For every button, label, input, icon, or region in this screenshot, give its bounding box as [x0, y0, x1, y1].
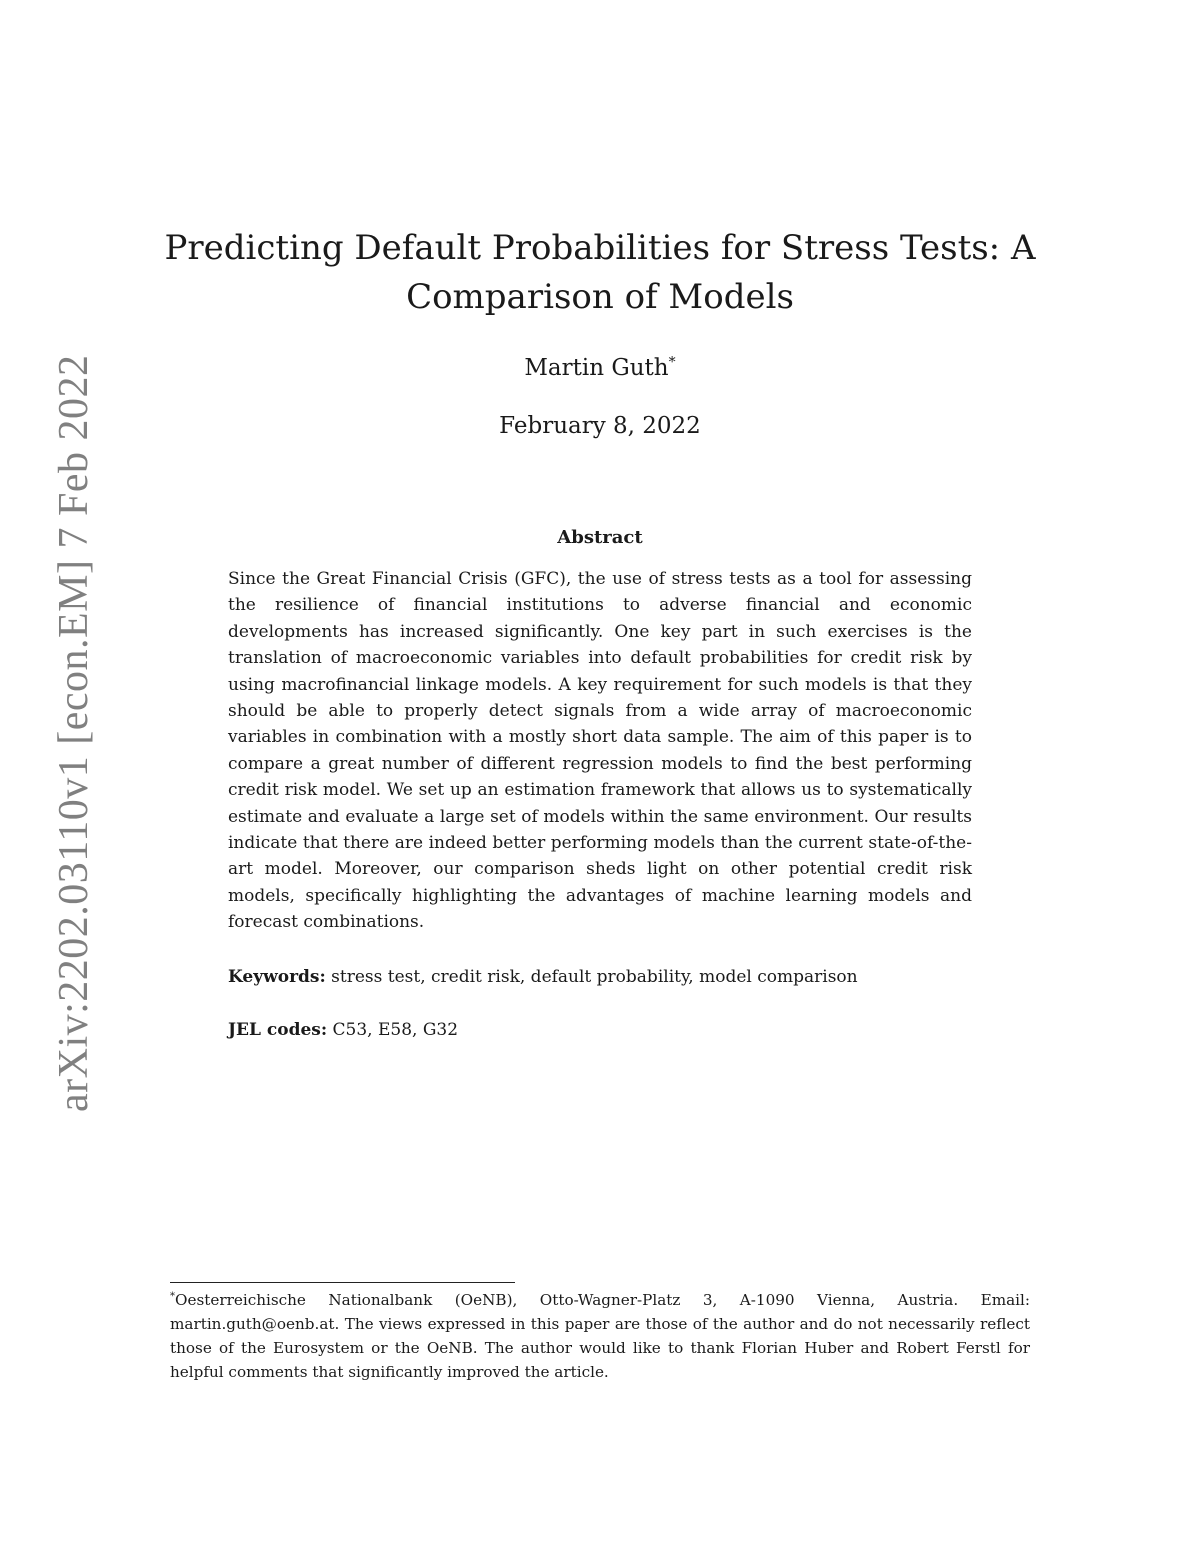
author-name: Martin Guth: [524, 355, 669, 381]
arxiv-sidebar-stamp: arXiv:2202.03110v1 [econ.EM] 7 Feb 2022: [51, 354, 97, 1112]
author-line: [150, 352, 1050, 384]
keywords-label: Keywords:: [228, 967, 326, 987]
footnote-divider: [170, 1282, 515, 1283]
keywords-value: stress test, credit risk, default probability, model comparison: [331, 967, 858, 987]
jel-codes-line: [228, 1017, 972, 1043]
abstract-body: Since the Great Financial Crisis (GFC), the use of stress tests as a tool for assessing the resilience of financial institutions to adverse financial and economic developments has increased significantly. One key part in such exercises is the translation of macroeconomic variables into default probabilities for credit risk by using macrofinancial linkage models. A key requirement for such models is that they should be able to properly detect signals from a wide array of macroeconomic variables in combination with a mostly short data sample. The aim of this paper is to compare a great number of different regression models to find the best performing credit risk model. We set up an estimation framework that allows us to systematically estimate and evaluate a large set of models within the same environment. Our results indicate that there are indeed better performing models than the current state-of-the-art model. Moreover, our comparison sheds light on other potential credit risk models, specifically highlighting the advantages of machine learning models and forecast combinations.: [228, 569, 972, 933]
jel-codes-label: JEL codes:: [228, 1020, 328, 1040]
footnote-marker: *: [170, 1290, 175, 1302]
paper-date: February 8, 2022: [499, 413, 701, 439]
abstract-heading: Abstract: [557, 527, 643, 548]
jel-codes-value: C53, E58, G32: [332, 1020, 459, 1040]
footnote-text: Oesterreichische Nationalbank (OeNB), Otto-Wagner-Platz 3, A-1090 Vienna, Austria. Email: martin.guth@oenb.at. The views expressed in this paper are those of the author and do not necessarily reflect those of the Eurosystem or the OeNB. The author would like to thank Florian Huber and Robert Ferstl for helpful comments that significantly improved the article.: [170, 1291, 1030, 1381]
paper-title: Predicting Default Probabilities for Stress Tests: A Comparison of Models: [164, 228, 1036, 317]
author-footnote-marker[interactable]: *: [668, 354, 676, 371]
footnote: [170, 1288, 1030, 1384]
keywords-line: [228, 964, 972, 990]
